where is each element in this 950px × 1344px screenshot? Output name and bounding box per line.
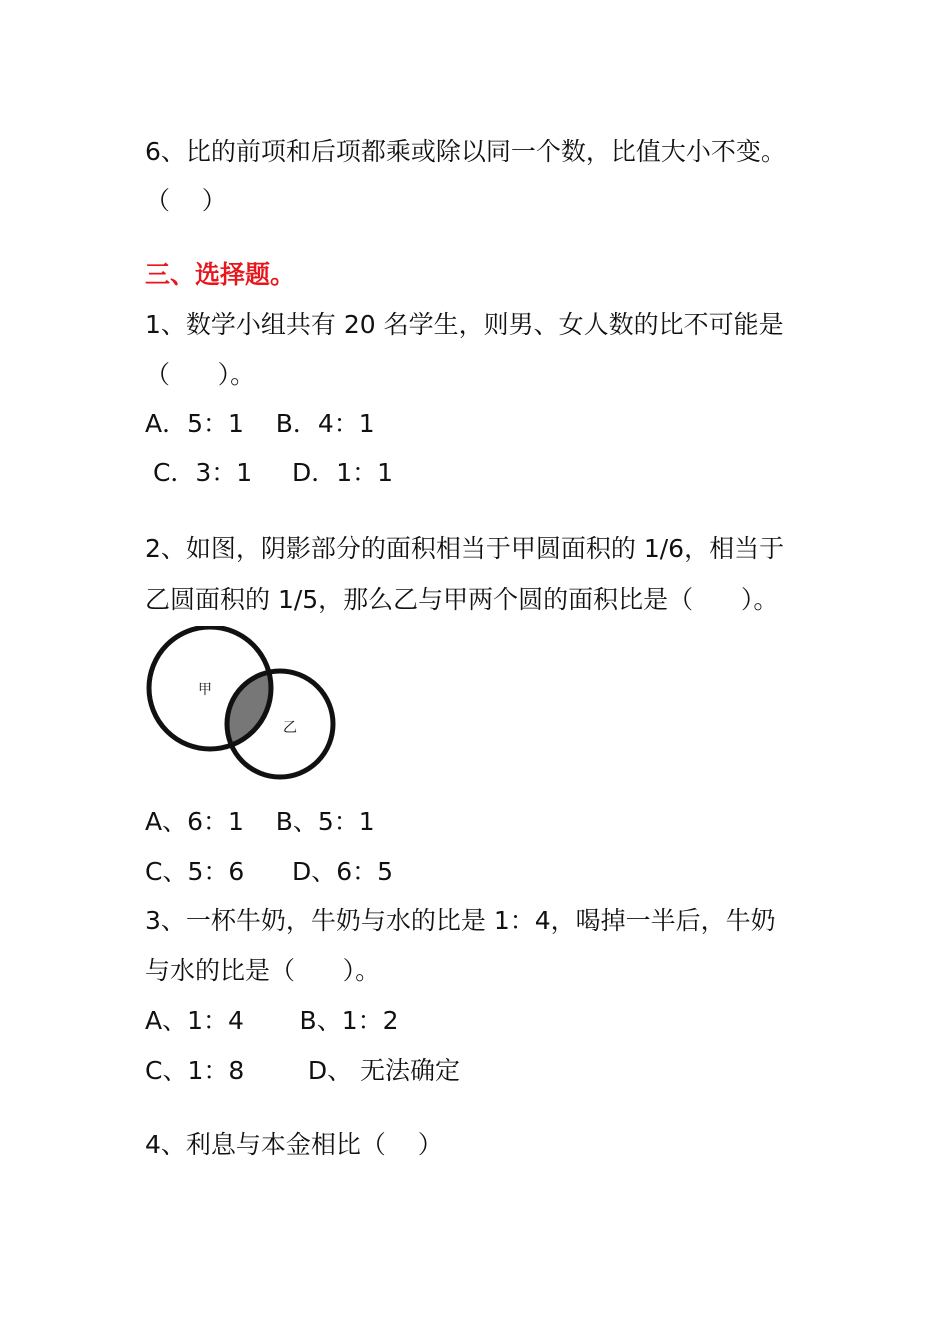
question-2-options-ab: A、6：1 B、5：1 [145, 807, 375, 836]
question-1-text: 1、数学小组共有 20 名学生，则男、女人数的比不可能是 [145, 310, 784, 339]
section-heading-multiple-choice: 三、选择题。 [145, 260, 296, 289]
question-3-text-line-2: 与水的比是（ ）。 [145, 956, 381, 985]
question-3-text-line-1: 3、一杯牛奶，牛奶与水的比是 1：4，喝掉一半后，牛奶 [145, 906, 776, 935]
question-3-options-cd: C、1：8 D、 无法确定 [145, 1056, 461, 1085]
question-4-text: 4、利息与本金相比（ ） [145, 1130, 443, 1159]
circle-jia-label: 甲 [198, 682, 212, 698]
question-1-options-cd: C．3：1 D．1：1 [145, 458, 394, 487]
question-1-options-ab: A．5：1 B．4：1 [145, 409, 375, 438]
question-3-options-ab: A、1：4 B、1：2 [145, 1006, 399, 1035]
question-2-text-line-1: 2、如图，阴影部分的面积相当于甲圆面积的 1/6，相当于 [145, 534, 785, 563]
question-6-text: 6、比的前项和后项都乘或除以同一个数，比值大小不变。 [145, 137, 786, 166]
question-2-text-line-2: 乙圆面积的 1/5，那么乙与甲两个圆的面积比是（ ）。 [145, 585, 779, 614]
question-2-options-cd: C、5：6 D、6：5 [145, 857, 394, 886]
question-6-answer-blank: （ ） [145, 186, 227, 215]
venn-diagram-figure [144, 626, 340, 782]
question-1-answer-blank: （ ）。 [145, 360, 256, 389]
circle-yi-label: 乙 [283, 720, 297, 736]
